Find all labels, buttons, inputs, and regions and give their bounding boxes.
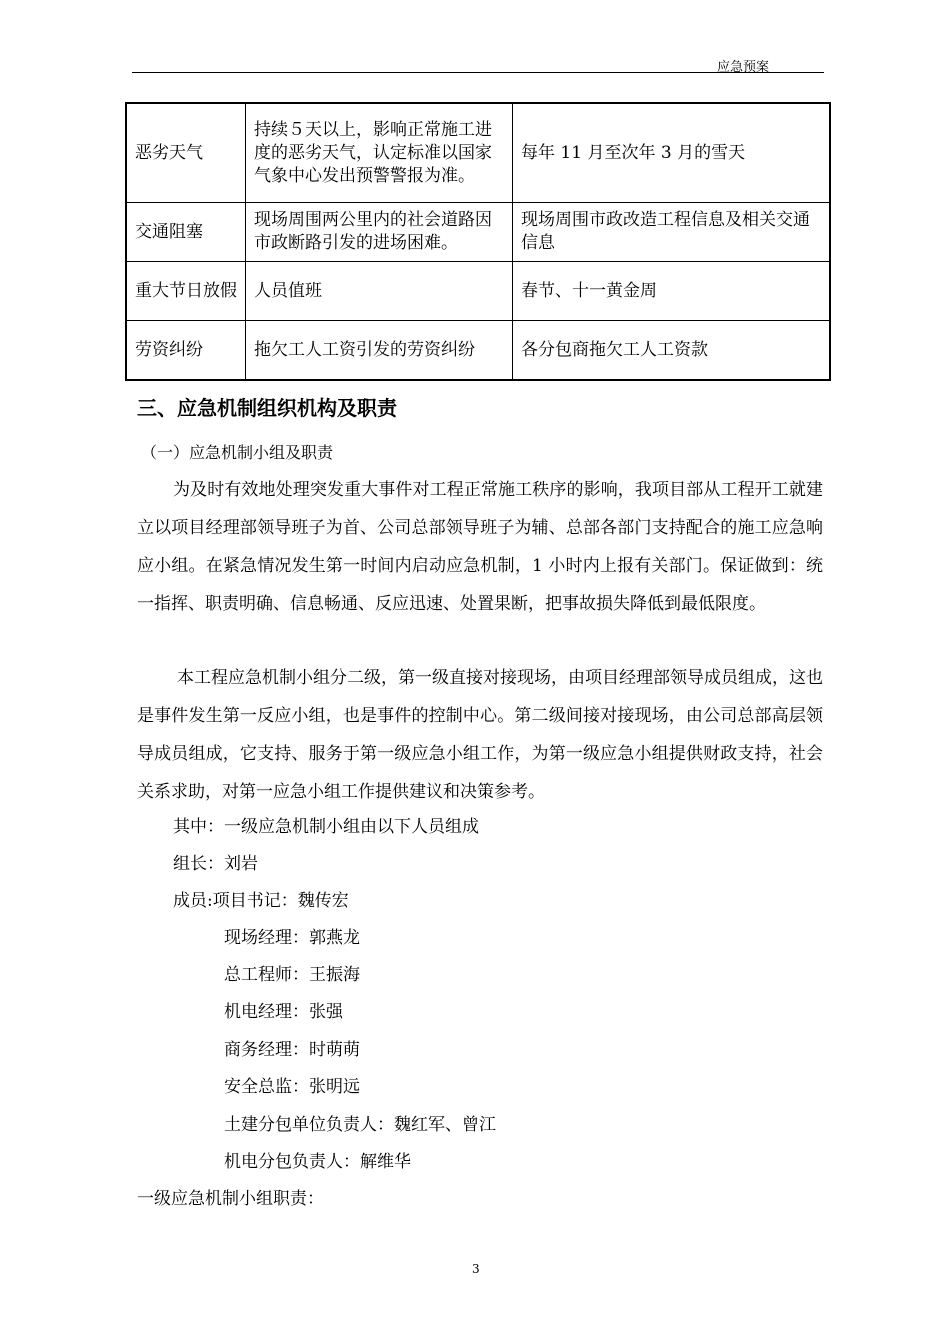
- member-line: 现场经理：郭燕龙: [224, 928, 360, 948]
- table-cell-type: 重大节日放假: [126, 262, 246, 321]
- member-line: 总工程师：王振海: [224, 965, 360, 985]
- table-cell-period: 每年 11 月至次年 3 月的雪天: [513, 103, 831, 203]
- section-heading: 三、应急机制组织机构及职责: [137, 396, 397, 420]
- member-line: 安全总监：张明远: [224, 1077, 360, 1097]
- member-line: 机电分包负责人：解维华: [224, 1152, 411, 1172]
- member-line: 成员:项目书记：魏传宏: [173, 891, 349, 911]
- member-line: 土建分包单位负责人：魏红军、曾江: [224, 1115, 496, 1135]
- body-paragraph-2: 本工程应急机制小组分二级，第一级直接对接现场，由项目经理部领导成员组成，这也是事件发生第一反应小组，也是事件的控制中心。第二级间接对接现场，由公司总部高层领导成员组成，它支持、服务于第一级应急小组工作，为第一级应急小组提供财政支持，社会关系求助，对第一应急小组工作提供建议和决策参考。: [137, 668, 823, 802]
- table-cell-desc: 人员值班: [246, 262, 513, 321]
- member-line: 机电经理：张强: [224, 1002, 343, 1022]
- members-intro: 其中：一级应急机制小组由以下人员组成: [173, 817, 479, 837]
- table-cell-period: 现场周围市政改造工程信息及相关交通信息: [513, 203, 831, 262]
- table-cell-type: 交通阻塞: [126, 203, 246, 262]
- leader-line: 组长：刘岩: [173, 854, 258, 874]
- table-row: [126, 321, 830, 381]
- body-paragraph-1: 为及时有效地处理突发重大事件对工程正常施工秩序的影响，我项目部从工程开工就建立以项目经理部领导班子为首、公司总部领导班子为辅、总部各部门支持配合的施工应急响应小组。在紧急情况发生第一时间内启动应急机制，1 小时内上报有关部门。保证做到：统一指挥、职责明确、信息畅通、反应迅速、处置果断，把事故损失降低到最低限度。: [137, 480, 823, 614]
- subsection-heading: （一）应急机制小组及职责: [141, 443, 334, 462]
- table-cell-desc: 持续５天以上，影响正常施工进度的恶劣天气，认定标准以国家气象中心发出预警警报为准。: [246, 103, 513, 203]
- header-rule: [132, 72, 824, 73]
- table-row: [126, 103, 830, 203]
- member-line: 商务经理：时萌萌: [224, 1040, 360, 1060]
- risk-table: [125, 102, 831, 381]
- table-cell-period: 各分包商拖欠工人工资款: [513, 321, 831, 381]
- table-cell-period: 春节、十一黄金周: [513, 262, 831, 321]
- page-number: 3: [472, 1262, 480, 1276]
- table-row: [126, 262, 830, 321]
- header-title: 应急预案: [717, 60, 770, 75]
- table-cell-desc: 现场周围两公里内的社会道路因市政断路引发的进场困难。: [246, 203, 513, 262]
- duties-heading: 一级应急机制小组职责：: [137, 1189, 324, 1209]
- table-cell-type: 恶劣天气: [126, 103, 246, 203]
- table-row: [126, 203, 830, 262]
- table-cell-desc: 拖欠工人工资引发的劳资纠纷: [246, 321, 513, 381]
- table-cell-type: 劳资纠纷: [126, 321, 246, 381]
